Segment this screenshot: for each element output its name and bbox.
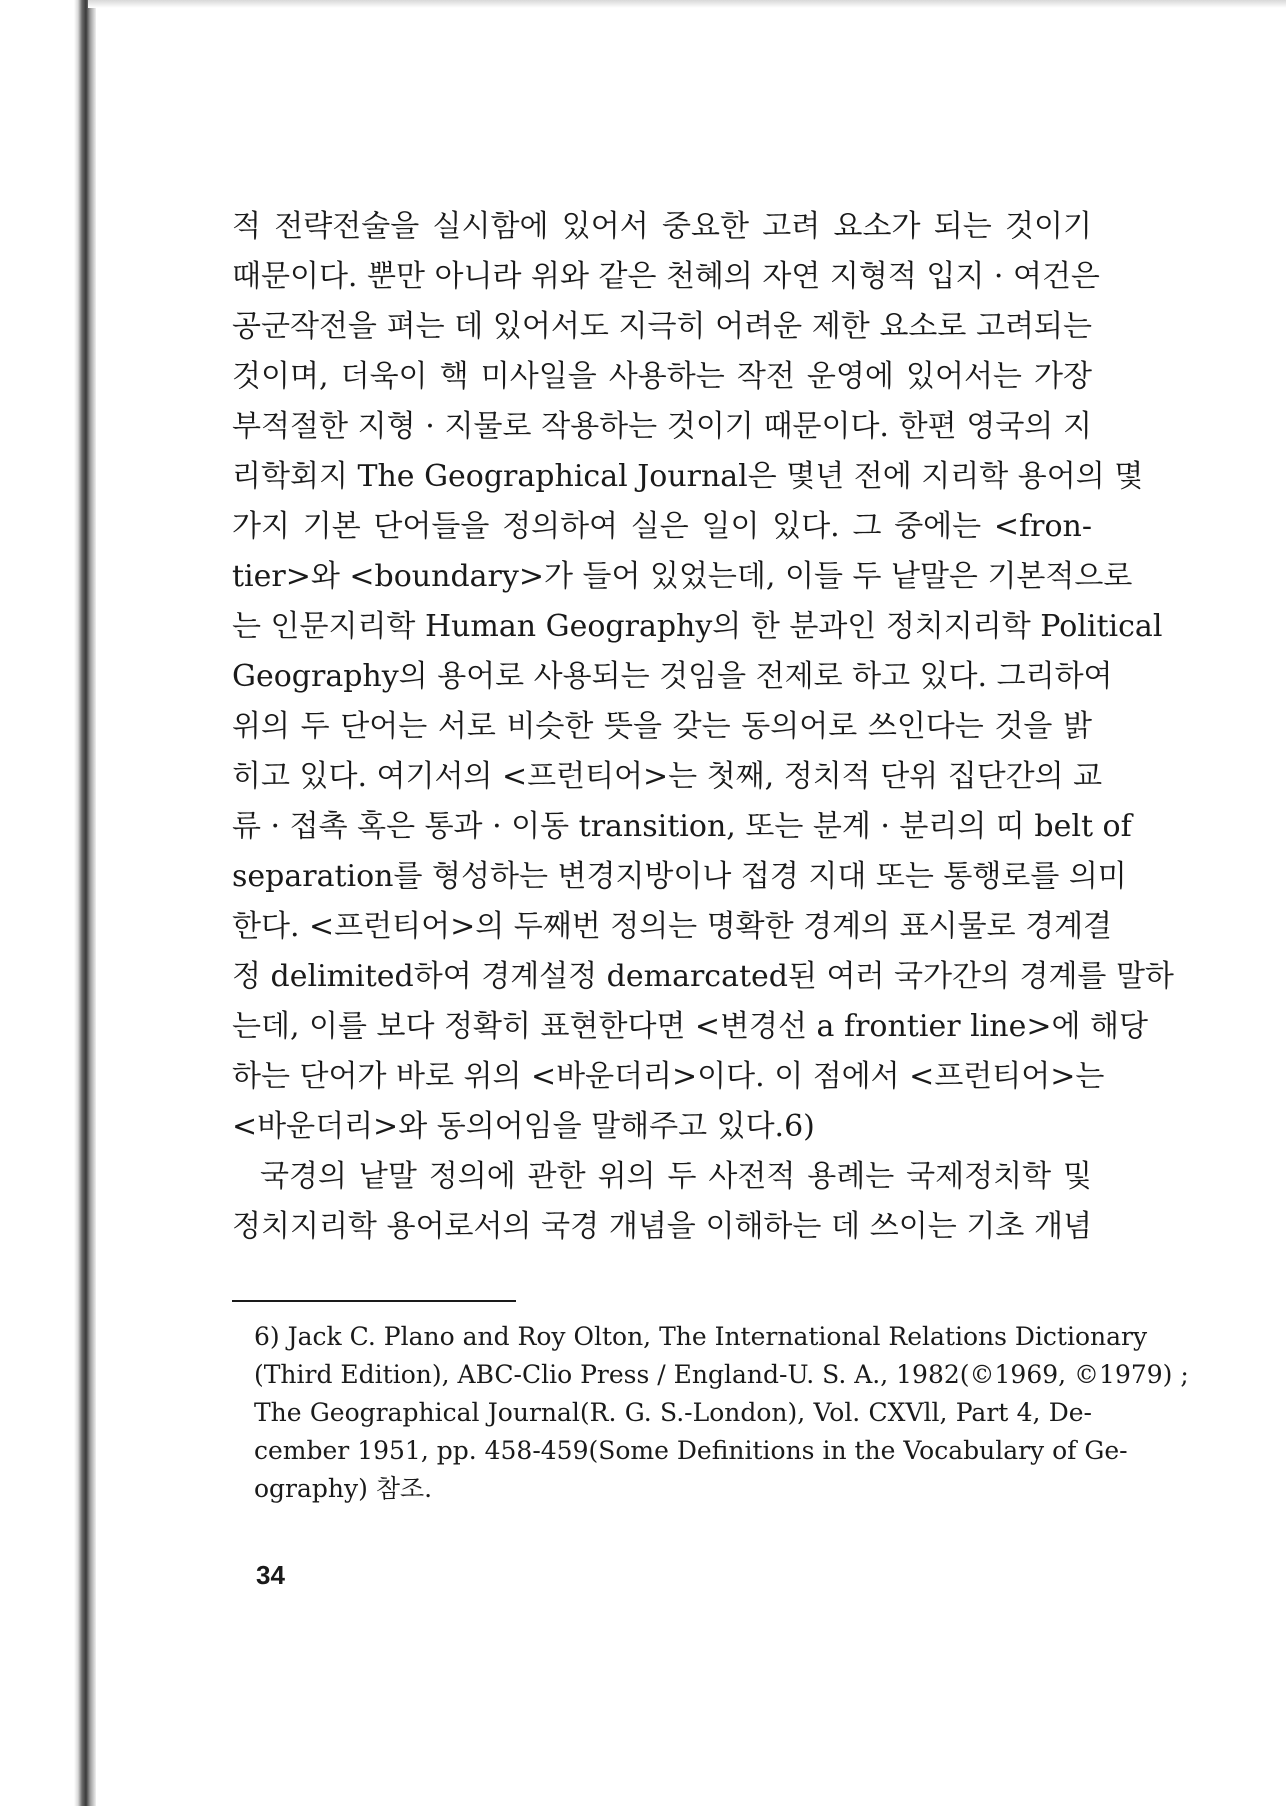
footnotes bbox=[232, 1318, 1189, 1508]
body-line: Geography의 용어로 사용되는 것임을 전제로 하고 있다. 그리하여 bbox=[232, 659, 1113, 694]
body-line: 히고 있다. 여기서의 <프런티어>는 첫째, 정치적 단위 집단간의 교 bbox=[232, 759, 1103, 794]
body-line: 위의 두 단어는 서로 비슷한 뜻을 갖는 동의어로 쓰인다는 것을 밝 bbox=[232, 709, 1092, 744]
body-line: <바운더리>와 동의어임을 말해주고 있다.6) bbox=[232, 1109, 815, 1144]
body-line: 리학회지 The Geographical Journal은 몇년 전에 지리학 용어의 몇 bbox=[232, 459, 1144, 494]
footnote-divider bbox=[232, 1300, 516, 1302]
body-line: 국경의 낱말 정의에 관한 위의 두 사전적 용례는 국제정치학 및 bbox=[260, 1159, 1092, 1194]
footnote-line: The Geographical Journal(R. G. S.-London), Vol. CXVll, Part 4, De- bbox=[254, 1398, 1092, 1427]
page-top-shadow bbox=[88, 0, 1286, 8]
body-line: 정치지리학 용어로서의 국경 개념을 이해하는 데 쓰이는 기초 개념 bbox=[232, 1209, 1092, 1244]
body-line: tier>와 <boundary>가 들어 있었는데, 이들 두 낱말은 기본적으로 bbox=[232, 559, 1133, 594]
page-number: 34 bbox=[256, 1560, 285, 1590]
page-content bbox=[232, 202, 1189, 1508]
footnote-line: (Third Edition), ABC-Clio Press / England-U. S. A., 1982(©1969, ©1979) ; bbox=[254, 1360, 1189, 1389]
body-line: separation를 형성하는 변경지방이나 접경 지대 또는 통행로를 의미 bbox=[232, 859, 1127, 894]
body-line: 는 인문지리학 Human Geography의 한 분과인 정치지리학 Political bbox=[232, 609, 1163, 644]
footnote-line: 6) Jack C. Plano and Roy Olton, The International Relations Dictionary bbox=[254, 1322, 1148, 1351]
footnote-line: cember 1951, pp. 458-459(Some Definitions in the Vocabulary of Ge- bbox=[254, 1436, 1128, 1465]
body-line: 때문이다. 뿐만 아니라 위와 같은 천혜의 자연 지형적 입지 · 여건은 bbox=[232, 259, 1100, 294]
book-spine-edge bbox=[0, 0, 96, 1806]
body-line: 는데, 이를 보다 정확히 표현한다면 <변경선 a frontier line>에 해당 bbox=[232, 1009, 1148, 1044]
body-line: 류 · 접촉 혹은 통과 · 이동 transition, 또는 분계 · 분리의 띠 belt of bbox=[232, 809, 1132, 844]
body-line: 것이며, 더욱이 핵 미사일을 사용하는 작전 운영에 있어서는 가장 bbox=[232, 359, 1092, 394]
body-line: 정 delimited하여 경계설정 demarcated된 여러 국가간의 경계를 말하 bbox=[232, 959, 1174, 994]
body-line: 적 전략전술을 실시함에 있어서 중요한 고려 요소가 되는 것이기 bbox=[232, 209, 1092, 244]
body-line: 가지 기본 단어들을 정의하여 실은 일이 있다. 그 중에는 <fron- bbox=[232, 509, 1092, 544]
body-line: 하는 단어가 바로 위의 <바운더리>이다. 이 점에서 <프런티어>는 bbox=[232, 1059, 1105, 1094]
body-line: 공군작전을 펴는 데 있어서도 지극히 어려운 제한 요소로 고려되는 bbox=[232, 309, 1092, 344]
body-line: 부적절한 지형 · 지물로 작용하는 것이기 때문이다. 한편 영국의 지 bbox=[232, 409, 1092, 444]
body-text bbox=[232, 202, 1174, 1252]
footnote-line: ography) 참조. bbox=[254, 1474, 433, 1503]
body-line: 한다. <프런티어>의 두째번 정의는 명확한 경계의 표시물로 경계결 bbox=[232, 909, 1113, 944]
